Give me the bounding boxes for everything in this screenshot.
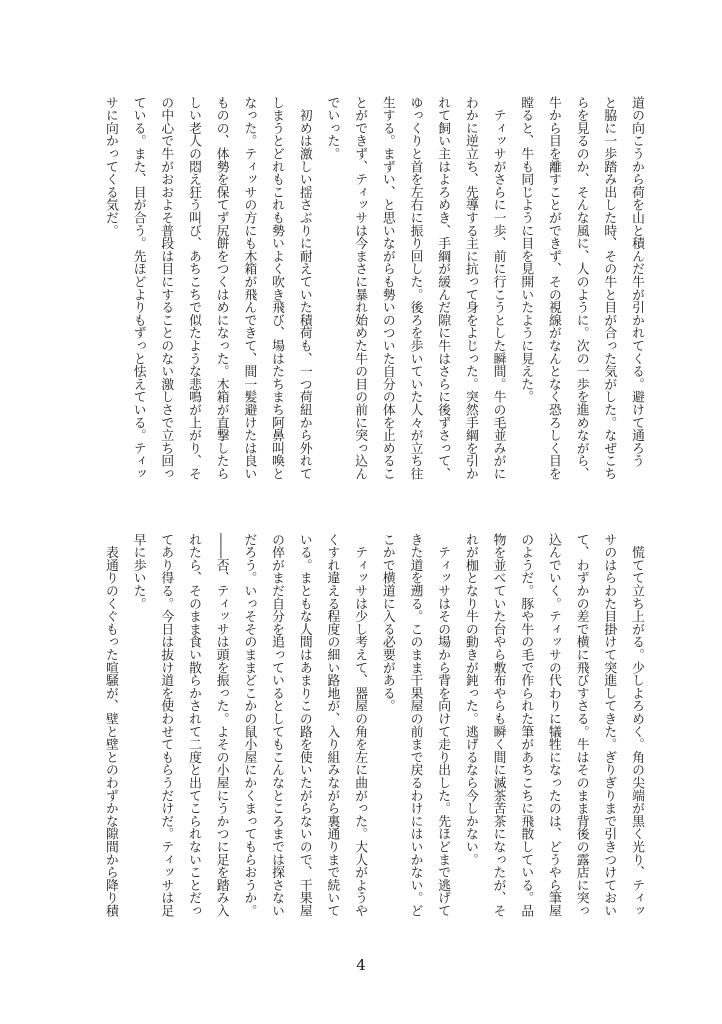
text-column: 込んでいく。ティッサの代わりに犠牲になったのは、どうやら筆屋 (545, 533, 561, 917)
text-column: ものの、体勢を保てず尻餅をつくはめになった。木箱が直撃したら (213, 96, 229, 480)
text-column: れて飼い主はよろめき、手綱が緩んだ隙に牛はさらに後ずさって、 (435, 96, 451, 480)
text-column: の中心で牛がおおよそ普段は目にすることのない激しさで立ち回っ (158, 96, 174, 480)
text-column: と脇に一歩踏み出した時、その牛と目が合った気がした。なぜこち (601, 96, 617, 480)
text-column: のようだ。豚や牛の毛で作られた筆があちこちに飛散している。品 (518, 533, 534, 917)
text-column: なった。ティッサの方にも木箱が飛んできて、間一髪避けたは良い (241, 96, 257, 480)
text-column: ティッサは少し考えて、器屋の角を左に曲がった。大人がようや (352, 533, 368, 917)
text-column: しい老人の悶え狂う叫び、あちこちで似たような悲鳴が上がり、そ (186, 96, 201, 480)
text-column: 牛から目を離すことができず、その視線がなんとなく恐ろしく目を (545, 96, 561, 480)
upper-text-block (96, 96, 650, 486)
text-column: でいった。 (324, 96, 340, 160)
text-column: 表通りのくぐもった喧騒が、壁と壁とのわずかな隙間から降り積 (102, 533, 118, 917)
text-column: きた道を遡る。このまま干果屋の前まで戻るわけにはいかない。ど (407, 533, 423, 917)
text-column: れが枷となり牛の動きが鈍った。逃げるなら今しかない。 (462, 533, 478, 866)
text-column: だろう。いっそそのままどこかの鼠小屋にかくまってもらおうか。 (241, 533, 257, 917)
page-number: 4 (356, 956, 366, 974)
text-column: こかで横道に入る必要がある。 (379, 533, 395, 713)
text-column: ティッサはその場から背を向けて走り出した。先ほどまで逃げて (435, 533, 451, 917)
lower-text-block (96, 533, 650, 923)
text-column: ――否、ティッサは頭を振った。よその小屋にうかつに足を踏み入 (213, 533, 229, 917)
text-column: てあり得る。今日は抜け道を使わせてもらうだけだ。ティッサは足 (158, 533, 174, 917)
text-column: 初めは激しい揺さぶりに耐えていた積荷も、一つ荷紐から外れて (296, 96, 312, 480)
text-column: 生する。まずい、と思いながらも勢いのついた自分の体を止めるこ (379, 96, 395, 480)
text-column: ている。また、目が合う。先ほどよりもずっと怯えている。ティッ (130, 96, 146, 480)
text-column: とができず、ティッサは今まさに暴れ始めた牛の目の前に突っ込ん (352, 96, 368, 480)
text-column: くすれ違える程度の細い路地が、入り組みながら裏通りまで続いて (324, 533, 340, 917)
text-column: いる。まともな人間はあまりこの路を使いたがらないので、干果屋 (296, 533, 312, 917)
text-column: らを見るのか、そんな風に、人のように。次の一歩を進めながら、 (573, 96, 589, 480)
text-column: 道の向こうから荷を山と積んだ牛が引かれてくる。避けて通ろう (629, 96, 644, 468)
text-column: 瞠ると、牛も同じように目を見開いたように見えた。 (518, 96, 534, 404)
text-column: しまうとどれもこれも勢いよく吹き飛び、場はたちまち阿鼻叫喚と (269, 96, 285, 480)
text-column: サに向かってくる気だ。 (102, 96, 118, 237)
text-column: 物を並べていた台やら敷布やらも瞬く間に滅茶苦茶になったが、そ (490, 533, 506, 917)
text-column: 慌てて立ち上がる。少しよろめく。角の尖端が黒く光り、ティッ (629, 533, 644, 917)
text-column: サのはらわた目掛けて突進してきた。ぎりぎりまで引きつけておい (601, 533, 617, 917)
text-column: わかに逆立ち、先導する主に抗って身をよじった。突然手綱を引か (462, 96, 478, 480)
text-column: て、わずかの差で横に飛びすさる。牛はそのまま背後の露店に突っ (573, 533, 589, 917)
text-column: ゆっくりと首を左右に振り回した。後ろを歩いていた人々が立ち往 (407, 96, 423, 480)
text-column: れたら、そのまま食い散らかされて二度と出てこられないことだっ (186, 533, 201, 917)
text-column: 早に歩いた。 (130, 533, 146, 610)
text-column: の倅がまだ自分を追っているとしてもこんなところまでは探さない (269, 533, 285, 917)
text-column: ティッサがさらに一歩、前に行こうとした瞬間。牛の毛並みがに (490, 96, 506, 480)
